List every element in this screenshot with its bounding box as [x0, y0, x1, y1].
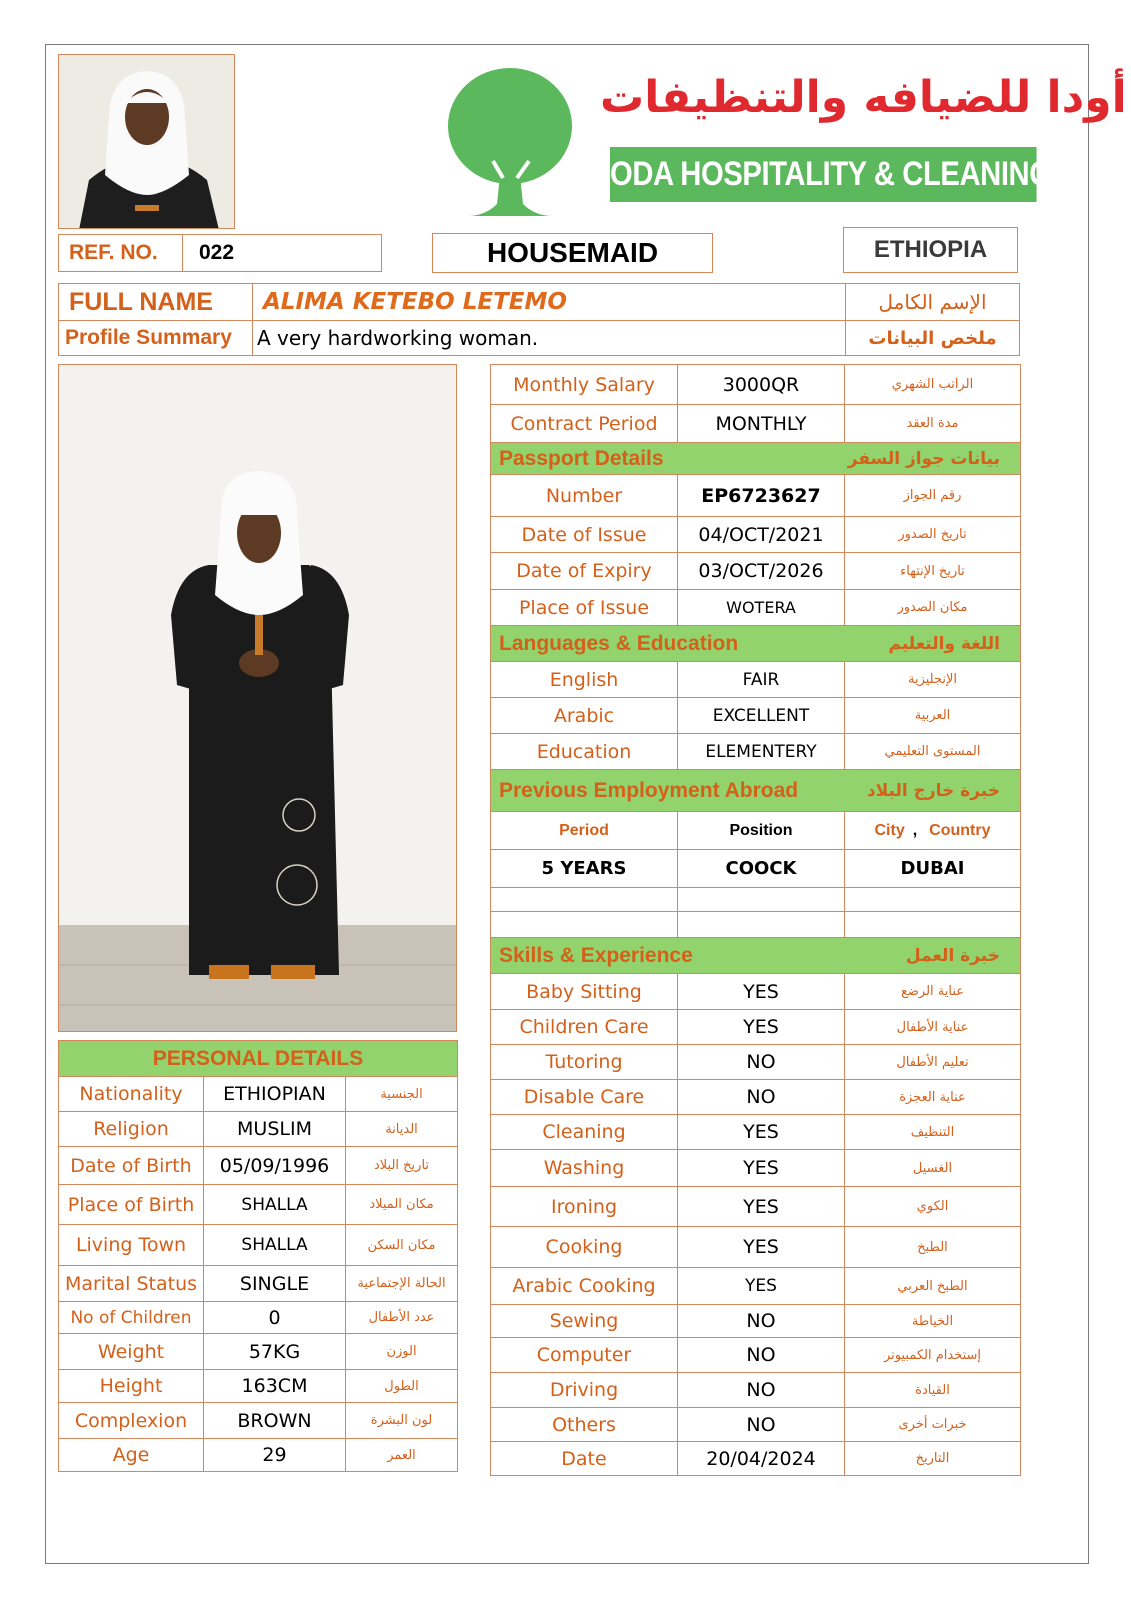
full-name-label-cell	[58, 283, 253, 321]
full-name-arabic-label: الإسم الكامل	[845, 283, 1020, 321]
languages-label: Education	[491, 734, 678, 770]
personal-value: BROWN	[204, 1403, 346, 1439]
employment-section-title: Previous Employment Abroad	[499, 778, 799, 802]
passport-section-wrap	[499, 447, 1020, 471]
skills-value: YES	[678, 1227, 845, 1268]
country-title: ETHIOPIA	[843, 227, 1018, 273]
candidate-photo-full	[58, 364, 457, 1032]
skills-value: NO	[678, 1338, 845, 1373]
personal-label: Height	[59, 1370, 204, 1403]
profile-label: Profile Summary	[65, 326, 232, 349]
personal-label: Nationality	[59, 1077, 204, 1112]
employment-header-city: City	[874, 821, 905, 839]
skills-row	[491, 1442, 1021, 1476]
employment-section-cell	[491, 770, 1021, 812]
contract-label: Monthly Salary	[491, 365, 678, 405]
personal-value: 0	[204, 1302, 346, 1334]
skills-row	[491, 1150, 1021, 1187]
skills-row	[491, 1045, 1021, 1080]
personal-arabic-label: الديانة	[346, 1112, 458, 1147]
profile-arabic-label: ملخص البيانات	[845, 320, 1020, 356]
employment-header-period: Period	[491, 812, 678, 850]
personal-label: Religion	[59, 1112, 204, 1147]
passport-value: EP6723627	[678, 475, 845, 517]
passport-section-header	[491, 443, 1021, 475]
languages-section-title-arabic: اللغة والتعليم	[888, 633, 1000, 654]
employment-empty-cell	[678, 888, 845, 912]
skills-arabic-label: الكوي	[845, 1187, 1021, 1227]
personal-arabic-label: الطول	[346, 1370, 458, 1403]
passport-arabic-label: تاريخ الإنتهاء	[845, 553, 1021, 590]
personal-arabic-label: الجنسية	[346, 1077, 458, 1112]
employment-section-header	[491, 770, 1021, 812]
personal-row	[59, 1077, 458, 1112]
skills-section-title: Skills & Experience	[499, 943, 693, 967]
passport-value: WOTERA	[678, 590, 845, 626]
personal-row	[59, 1185, 458, 1225]
skills-arabic-label: الخياطة	[845, 1305, 1021, 1338]
passport-row	[491, 475, 1021, 517]
employment-empty-cell	[845, 888, 1021, 912]
personal-label: Marital Status	[59, 1266, 204, 1302]
company-name-arabic: أودا للضيافه والتنظيفات	[600, 72, 1127, 123]
skills-row	[491, 1080, 1021, 1115]
employment-header-place	[845, 812, 1021, 850]
personal-details-table	[58, 1040, 458, 1472]
languages-arabic-label: المستوى التعليمي	[845, 734, 1021, 770]
employment-header-position: Position	[678, 812, 845, 850]
personal-row	[59, 1112, 458, 1147]
passport-label: Number	[491, 475, 678, 517]
skills-row	[491, 1408, 1021, 1442]
skills-label: Tutoring	[491, 1045, 678, 1080]
contract-arabic-label: مدة العقد	[845, 405, 1021, 443]
contract-arabic-label: الراتب الشهري	[845, 365, 1021, 405]
skills-value: NO	[678, 1080, 845, 1115]
languages-value: EXCELLENT	[678, 698, 845, 734]
skills-row	[491, 1115, 1021, 1150]
personal-row	[59, 1147, 458, 1185]
personal-label: Place of Birth	[59, 1185, 204, 1225]
contract-row	[491, 405, 1021, 443]
skills-label: Arabic Cooking	[491, 1268, 678, 1305]
details-table	[490, 364, 1021, 1476]
personal-arabic-label: مكان الميلاد	[346, 1185, 458, 1225]
passport-arabic-label: مكان الصدور	[845, 590, 1021, 626]
skills-section-wrap	[499, 944, 1020, 968]
personal-value: SHALLA	[204, 1185, 346, 1225]
personal-value: 05/09/1996	[204, 1147, 346, 1185]
skills-arabic-label: الغسيل	[845, 1150, 1021, 1187]
skills-label: Cleaning	[491, 1115, 678, 1150]
employment-place: DUBAI	[845, 850, 1021, 888]
passport-section-title-arabic: بيانات جواز السفر	[847, 448, 1000, 469]
company-logo-tree	[445, 66, 575, 218]
skills-value: NO	[678, 1045, 845, 1080]
skills-row	[491, 1305, 1021, 1338]
languages-value: ELEMENTERY	[678, 734, 845, 770]
languages-row	[491, 698, 1021, 734]
skills-section-title-arabic: خبرة العمل	[905, 945, 1000, 966]
personal-value: 57KG	[204, 1334, 346, 1370]
skills-row	[491, 1227, 1021, 1268]
languages-row	[491, 734, 1021, 770]
passport-value: 04/OCT/2021	[678, 517, 845, 553]
personal-arabic-label: عدد الأطفال	[346, 1302, 458, 1334]
skills-label: Disable Care	[491, 1080, 678, 1115]
skills-section-cell	[491, 938, 1021, 974]
ref-label-cell	[58, 234, 183, 272]
company-name-banner: ODA HOSPITALITY & CLEANING	[610, 147, 1037, 202]
employment-empty-cell	[491, 888, 678, 912]
skills-row	[491, 1187, 1021, 1227]
personal-row	[59, 1403, 458, 1439]
skills-value: NO	[678, 1408, 845, 1442]
skills-row	[491, 1373, 1021, 1408]
employment-empty-cell	[491, 912, 678, 938]
personal-row	[59, 1334, 458, 1370]
skills-label: Sewing	[491, 1305, 678, 1338]
personal-arabic-label: العمر	[346, 1439, 458, 1472]
skills-arabic-label: عناية الرضع	[845, 974, 1021, 1010]
full-name-value: ALIMA KETEBO LETEMO	[263, 289, 567, 315]
passport-label: Place of Issue	[491, 590, 678, 626]
personal-label: Date of Birth	[59, 1147, 204, 1185]
employment-empty-row	[491, 912, 1021, 938]
languages-label: English	[491, 662, 678, 698]
personal-label: No of Children	[59, 1302, 204, 1334]
ref-label: REF. NO.	[69, 241, 158, 264]
languages-label: Arabic	[491, 698, 678, 734]
personal-value: 163CM	[204, 1370, 346, 1403]
personal-row	[59, 1266, 458, 1302]
personal-label: Weight	[59, 1334, 204, 1370]
passport-arabic-label: رقم الجواز	[845, 475, 1021, 517]
languages-section-wrap	[499, 632, 1020, 656]
skills-value: YES	[678, 1268, 845, 1305]
contract-value: 3000QR	[678, 365, 845, 405]
employment-empty-row	[491, 888, 1021, 912]
languages-arabic-label: العربية	[845, 698, 1021, 734]
employment-section-title-arabic: خبرة خارج البلاد	[866, 780, 1000, 801]
passport-section-cell	[491, 443, 1021, 475]
passport-section-title: Passport Details	[499, 446, 664, 470]
employment-header-row	[491, 812, 1021, 850]
skills-arabic-label: الطبخ العربي	[845, 1268, 1021, 1305]
personal-arabic-label: الوزن	[346, 1334, 458, 1370]
languages-section-cell	[491, 626, 1021, 662]
languages-row	[491, 662, 1021, 698]
employment-empty-cell	[678, 912, 845, 938]
employment-section-wrap	[499, 779, 1020, 803]
skills-label: Baby Sitting	[491, 974, 678, 1010]
employment-row	[491, 850, 1021, 888]
skills-arabic-label: التاريخ	[845, 1442, 1021, 1476]
ref-value-cell	[182, 234, 382, 272]
skills-label: Washing	[491, 1150, 678, 1187]
skills-value: YES	[678, 974, 845, 1010]
skills-label: Others	[491, 1408, 678, 1442]
contract-value: MONTHLY	[678, 405, 845, 443]
skills-arabic-label: القيادة	[845, 1373, 1021, 1408]
skills-label: Ironing	[491, 1187, 678, 1227]
position-title: HOUSEMAID	[432, 233, 713, 273]
candidate-photo-small	[58, 54, 235, 229]
personal-arabic-label: الحالة الإجتماعية	[346, 1266, 458, 1302]
personal-details-title: PERSONAL DETAILS	[59, 1041, 458, 1077]
skills-section-header	[491, 938, 1021, 974]
contract-row	[491, 365, 1021, 405]
personal-label: Complexion	[59, 1403, 204, 1439]
skills-arabic-label: إستخدام الكمبيوتر	[845, 1338, 1021, 1373]
skills-label: Date	[491, 1442, 678, 1476]
personal-label: Age	[59, 1439, 204, 1472]
skills-row	[491, 1010, 1021, 1045]
skills-value: 20/04/2024	[678, 1442, 845, 1476]
skills-value: NO	[678, 1305, 845, 1338]
skills-row	[491, 1338, 1021, 1373]
profile-value: A very hardworking woman.	[257, 326, 539, 350]
skills-value: YES	[678, 1187, 845, 1227]
full-name-value-cell	[252, 283, 846, 321]
skills-arabic-label: عناية الأطفال	[845, 1010, 1021, 1045]
passport-row	[491, 517, 1021, 553]
passport-label: Date of Issue	[491, 517, 678, 553]
skills-row	[491, 1268, 1021, 1305]
employment-position: COOCK	[678, 850, 845, 888]
personal-row	[59, 1439, 458, 1472]
passport-value: 03/OCT/2026	[678, 553, 845, 590]
employment-period: 5 YEARS	[491, 850, 678, 888]
skills-value: YES	[678, 1010, 845, 1045]
skills-row	[491, 974, 1021, 1010]
profile-value-cell	[252, 320, 846, 356]
employment-header-country: Country	[929, 821, 991, 839]
personal-row	[59, 1225, 458, 1266]
skills-arabic-label: تعليم الأطفال	[845, 1045, 1021, 1080]
personal-value: SINGLE	[204, 1266, 346, 1302]
skills-label: Computer	[491, 1338, 678, 1373]
skills-label: Children Care	[491, 1010, 678, 1045]
personal-value: SHALLA	[204, 1225, 346, 1266]
personal-value: ETHIOPIAN	[204, 1077, 346, 1112]
personal-arabic-label: مكان السكن	[346, 1225, 458, 1266]
languages-arabic-label: الإنجليزية	[845, 662, 1021, 698]
personal-value: 29	[204, 1439, 346, 1472]
profile-label-cell	[58, 320, 253, 356]
personal-value: MUSLIM	[204, 1112, 346, 1147]
skills-label: Driving	[491, 1373, 678, 1408]
skills-value: NO	[678, 1373, 845, 1408]
personal-arabic-label: تاريخ البلاد	[346, 1147, 458, 1185]
passport-row	[491, 590, 1021, 626]
skills-arabic-label: التنظيف	[845, 1115, 1021, 1150]
passport-arabic-label: تاريخ الصدور	[845, 517, 1021, 553]
full-name-label: FULL NAME	[69, 287, 213, 316]
passport-label: Date of Expiry	[491, 553, 678, 590]
skills-value: YES	[678, 1115, 845, 1150]
languages-section-header	[491, 626, 1021, 662]
skills-label: Cooking	[491, 1227, 678, 1268]
skills-arabic-label: خبرات أخرى	[845, 1408, 1021, 1442]
passport-row	[491, 553, 1021, 590]
personal-row	[59, 1302, 458, 1334]
skills-arabic-label: عناية العجزة	[845, 1080, 1021, 1115]
languages-section-title: Languages & Education	[499, 631, 739, 655]
personal-arabic-label: لون البشرة	[346, 1403, 458, 1439]
employment-empty-cell	[845, 912, 1021, 938]
skills-value: YES	[678, 1150, 845, 1187]
skills-arabic-label: الطبخ	[845, 1227, 1021, 1268]
ref-value: 022	[199, 241, 235, 264]
languages-value: FAIR	[678, 662, 845, 698]
personal-row	[59, 1370, 458, 1403]
contract-label: Contract Period	[491, 405, 678, 443]
personal-label: Living Town	[59, 1225, 204, 1266]
employment-header-sep: ,	[912, 821, 918, 839]
